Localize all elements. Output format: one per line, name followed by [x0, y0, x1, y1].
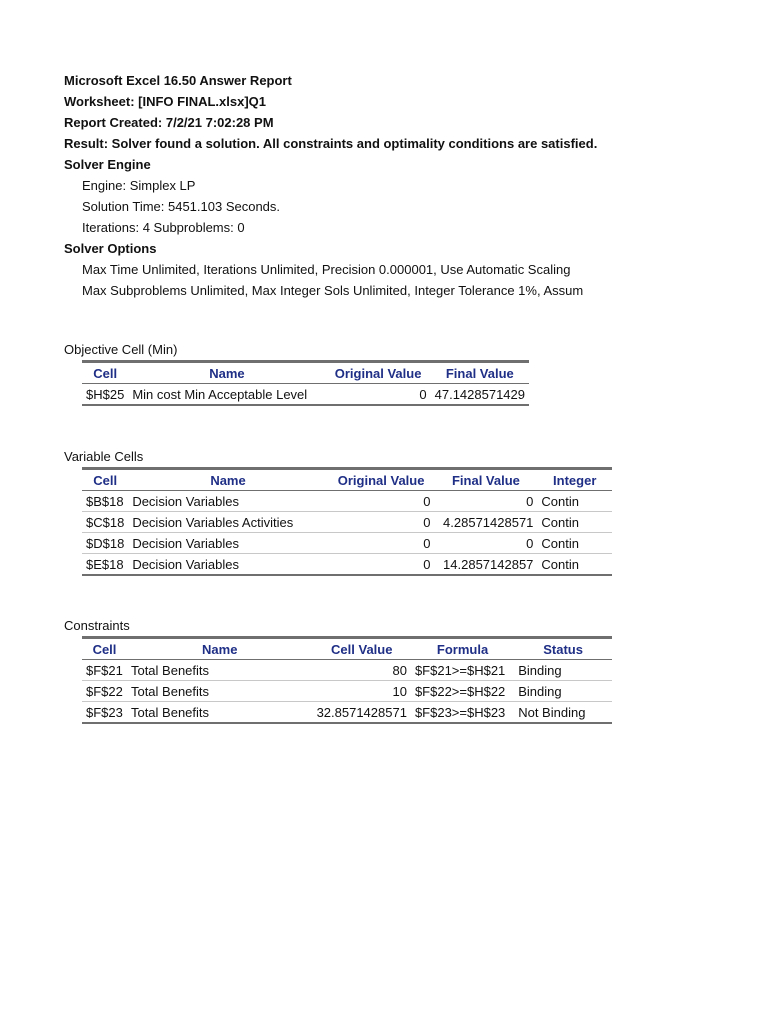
iterations-line: Iterations: 4 Subproblems: 0 — [82, 220, 245, 235]
variables-header-row — [82, 469, 612, 491]
cell-name: Total Benefits — [130, 662, 210, 678]
cell-final: 47.1428571429 — [434, 386, 525, 402]
table-row — [82, 384, 529, 406]
worksheet-line: Worksheet: [INFO FINAL.xlsx]Q1 — [64, 94, 267, 109]
report-header — [64, 70, 754, 301]
variables-table — [82, 467, 612, 576]
header-cell-value: Cell Value — [331, 641, 393, 657]
cell-original: 0 — [423, 493, 431, 509]
table-row — [82, 491, 612, 512]
cell-final: 14.2857142857 — [443, 556, 534, 572]
objective-table — [82, 360, 529, 406]
cell-status: Binding — [518, 683, 562, 699]
cell-status: Binding — [518, 662, 562, 678]
header-status: Status — [543, 641, 583, 657]
cell-integer: Contin — [541, 535, 579, 551]
cell-name: Total Benefits — [130, 704, 210, 720]
cell-integer: Contin — [541, 556, 579, 572]
engine-line: Engine: Simplex LP — [82, 178, 196, 193]
cell-ref: $F$21 — [86, 662, 123, 678]
constraints-section-label: Constraints — [64, 618, 130, 633]
constraints-header-row — [82, 638, 612, 660]
header-name: Name — [209, 365, 245, 381]
cell-status: Not Binding — [518, 704, 586, 720]
objective-header-row — [82, 362, 529, 384]
header-final-value: Final Value — [445, 365, 514, 381]
table-row — [82, 660, 612, 681]
cell-ref: $F$23 — [86, 704, 123, 720]
header-formula: Formula — [436, 641, 489, 657]
cell-original: 0 — [423, 514, 431, 530]
cell-integer: Contin — [541, 493, 579, 509]
cell-original: 0 — [419, 386, 427, 402]
header-cell: Cell — [92, 641, 117, 657]
options-line-1: Max Time Unlimited, Iterations Unlimited, Precision 0.000001, Use Automatic Scaling — [82, 262, 571, 277]
cell-name: Decision Variables — [132, 535, 240, 551]
cell-original: 0 — [423, 556, 431, 572]
cell-formula: $F$21>=$H$21 — [414, 662, 506, 678]
table-row — [82, 554, 612, 576]
cell-name: Decision Variables — [132, 556, 240, 572]
options-line-2: Max Subproblems Unlimited, Max Integer Sols Unlimited, Integer Tolerance 1%, Assum — [82, 283, 584, 298]
cell-name: Decision Variables Activities — [132, 514, 294, 530]
cell-integer: Contin — [541, 514, 579, 530]
header-original-value: Original Value — [337, 472, 425, 488]
solver-options-heading: Solver Options — [64, 241, 157, 256]
cell-value: 32.8571428571 — [316, 704, 407, 720]
cell-ref: $C$18 — [86, 514, 125, 530]
solver-engine-heading: Solver Engine — [64, 157, 151, 172]
header-name: Name — [202, 641, 238, 657]
cell-ref: $B$18 — [86, 493, 124, 509]
table-row — [82, 681, 612, 702]
solution-time-line: Solution Time: 5451.103 Seconds. — [82, 199, 281, 214]
cell-name: Total Benefits — [130, 683, 210, 699]
header-original-value: Original Value — [334, 365, 422, 381]
header-integer: Integer — [553, 472, 597, 488]
header-cell: Cell — [93, 365, 118, 381]
cell-ref: $H$25 — [86, 386, 125, 402]
table-row — [82, 512, 612, 533]
table-row — [82, 702, 612, 724]
objective-section-label: Objective Cell (Min) — [64, 342, 178, 357]
cell-value: 80 — [392, 662, 407, 678]
cell-value: 10 — [392, 683, 407, 699]
header-cell: Cell — [93, 472, 118, 488]
constraints-table — [82, 636, 612, 724]
cell-formula: $F$23>=$H$23 — [414, 704, 506, 720]
report-created-line: Report Created: 7/2/21 7:02:28 PM — [64, 115, 274, 130]
cell-final: 0 — [526, 493, 534, 509]
report-title: Microsoft Excel 16.50 Answer Report — [64, 73, 292, 88]
variables-section-label: Variable Cells — [64, 449, 144, 464]
cell-ref: $F$22 — [86, 683, 123, 699]
cell-name: Min cost Min Acceptable Level — [132, 386, 308, 402]
header-name: Name — [210, 472, 246, 488]
cell-original: 0 — [423, 535, 431, 551]
cell-final: 4.28571428571 — [443, 514, 534, 530]
table-row — [82, 533, 612, 554]
header-final-value: Final Value — [451, 472, 520, 488]
cell-name: Decision Variables — [132, 493, 240, 509]
cell-ref: $E$18 — [86, 556, 124, 572]
cell-ref: $D$18 — [86, 535, 125, 551]
cell-formula: $F$22>=$H$22 — [414, 683, 506, 699]
result-line: Result: Solver found a solution. All constraints and optimality conditions are satisfied. — [64, 136, 598, 151]
cell-final: 0 — [526, 535, 534, 551]
